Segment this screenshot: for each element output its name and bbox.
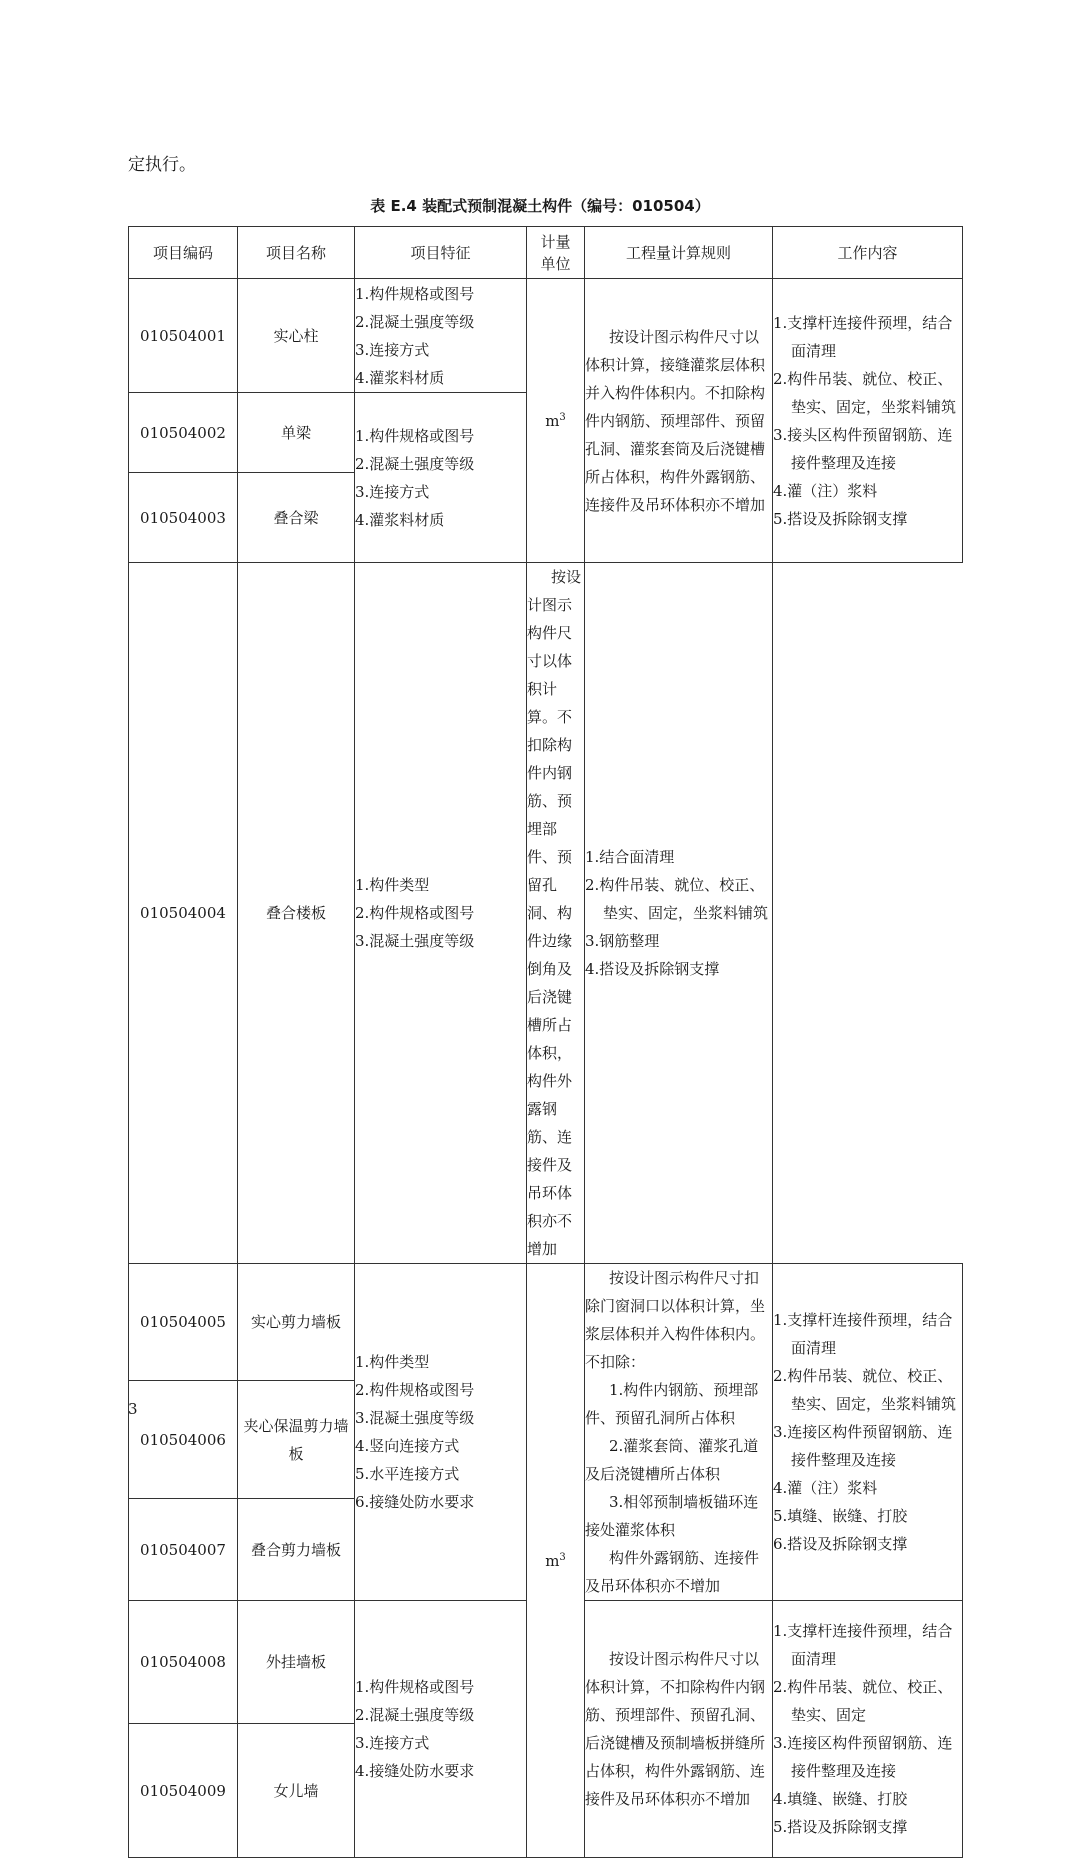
feature-line: 3.连接方式 bbox=[355, 1734, 430, 1752]
feature-line: 4.接缝处防水要求 bbox=[355, 1762, 475, 1780]
header-unit bbox=[527, 227, 585, 279]
item-features bbox=[355, 393, 527, 563]
header-rule: 工程量计算规则 bbox=[585, 227, 773, 279]
item-code: 010504007 bbox=[129, 1499, 238, 1601]
unit-base: m bbox=[545, 1551, 560, 1570]
header-unit-line2: 单位 bbox=[540, 254, 571, 273]
work-line: 4.搭设及拆除钢支撑 bbox=[585, 960, 720, 978]
work-line: 6.搭设及拆除钢支撑 bbox=[773, 1535, 908, 1553]
feature-line: 3.连接方式 bbox=[355, 340, 430, 359]
page-number: 3 bbox=[128, 1400, 138, 1418]
work-line: 1.支撑杆连接件预埋，结合面清理 bbox=[773, 1311, 953, 1357]
feature-line: 3.混凝土强度等级 bbox=[355, 1409, 475, 1427]
work-line: 3.接头区构件预留钢筋、连接件整理及连接 bbox=[773, 425, 953, 472]
item-code: 010504002 bbox=[129, 393, 238, 473]
feature-line: 3.混凝土强度等级 bbox=[355, 932, 475, 950]
item-code: 010504005 bbox=[129, 1264, 238, 1381]
feature-line: 2.混凝土强度等级 bbox=[355, 454, 475, 473]
rule-point: 构件外露钢筋、连接件及吊环体积亦不增加 bbox=[585, 1549, 760, 1595]
item-name: 叠合楼板 bbox=[238, 563, 355, 1264]
item-name: 实心柱 bbox=[238, 279, 355, 393]
work-line: 2.构件吊装、就位、校正、垫实、固定，坐浆料铺筑 bbox=[773, 369, 957, 416]
rule-point: 1.构件内钢筋、预埋部件、预留孔洞所占体积 bbox=[585, 1381, 759, 1427]
header-name: 项目名称 bbox=[238, 227, 355, 279]
rule-cell bbox=[585, 1601, 773, 1858]
work-line: 2.构件吊装、就位、校正、垫实、固定，坐浆料铺筑 bbox=[585, 876, 769, 922]
rule-cell bbox=[527, 563, 585, 1264]
unit-exponent: 3 bbox=[559, 411, 566, 423]
component-table bbox=[128, 226, 963, 1858]
rule-point: 3.相邻预制墙板锚环连接处灌浆体积 bbox=[585, 1493, 759, 1539]
feature-line: 1.构件规格或图号 bbox=[355, 1678, 475, 1696]
item-code: 010504009 bbox=[129, 1724, 238, 1858]
work-cell bbox=[773, 279, 963, 563]
work-cell bbox=[773, 1264, 963, 1601]
lead-text: 定执行。 bbox=[128, 155, 196, 175]
rule-point: 2.灌浆套筒、灌浆孔道及后浇键槽所占体积 bbox=[585, 1437, 759, 1483]
item-features bbox=[355, 279, 527, 393]
header-code: 项目编码 bbox=[129, 227, 238, 279]
feature-line: 5.水平连接方式 bbox=[355, 1465, 460, 1483]
table-row bbox=[129, 563, 963, 1264]
work-line: 1.支撑杆连接件预埋，结合面清理 bbox=[773, 1622, 953, 1668]
work-line: 3.连接区构件预留钢筋、连接件整理及连接 bbox=[773, 1734, 953, 1780]
item-code: 010504008 bbox=[129, 1601, 238, 1724]
item-name: 外挂墙板 bbox=[238, 1601, 355, 1724]
feature-line: 2.构件规格或图号 bbox=[355, 1381, 475, 1399]
feature-line: 1.构件规格或图号 bbox=[355, 426, 475, 445]
feature-line: 3.连接方式 bbox=[355, 482, 430, 501]
work-cell bbox=[585, 563, 773, 1264]
table-row bbox=[129, 279, 963, 393]
rule-intro: 按设计图示构件尺寸扣除门窗洞口以体积计算，坐浆层体积并入构件体积内。不扣除： bbox=[585, 1269, 766, 1371]
rule-cell bbox=[585, 1264, 773, 1601]
work-line: 1.支撑杆连接件预埋，结合面清理 bbox=[773, 313, 953, 360]
header-feature: 项目特征 bbox=[355, 227, 527, 279]
item-name: 女儿墙 bbox=[238, 1724, 355, 1858]
work-line: 3.钢筋整理 bbox=[585, 932, 660, 950]
item-name: 叠合梁 bbox=[238, 473, 355, 563]
feature-line: 4.竖向连接方式 bbox=[355, 1437, 460, 1455]
rule-text: 按设计图示构件尺寸以体积计算。不扣除构件内钢筋、预埋部件、预留孔洞、构件边缘倒角及后浇键槽所占体积，构件外露钢筋、连接件及吊环体积亦不增加 bbox=[527, 568, 582, 1258]
rule-text: 按设计图示构件尺寸以体积计算，接缝灌浆层体积并入构件体积内。不扣除构件内钢筋、预埋部件、预留孔洞、灌浆套筒及后浇键槽所占体积，构件外露钢筋、连接件及吊环体积亦不增加 bbox=[585, 327, 766, 514]
feature-line: 2.混凝土强度等级 bbox=[355, 1706, 475, 1724]
item-name: 叠合剪力墙板 bbox=[238, 1499, 355, 1601]
work-cell bbox=[773, 1601, 963, 1858]
feature-line: 2.构件规格或图号 bbox=[355, 904, 475, 922]
unit-cell bbox=[527, 279, 585, 563]
item-code: 010504001 bbox=[129, 279, 238, 393]
work-line: 3.连接区构件预留钢筋、连接件整理及连接 bbox=[773, 1423, 953, 1469]
item-code: 010504006 bbox=[129, 1381, 238, 1499]
header-row bbox=[129, 227, 963, 279]
unit-cell bbox=[527, 1264, 585, 1858]
rule-text: 按设计图示构件尺寸以体积计算，不扣除构件内钢筋、预埋部件、预留孔洞、后浇键槽及预制墙板拼缝所占体积，构件外露钢筋、连接件及吊环体积亦不增加 bbox=[585, 1650, 766, 1808]
item-name: 实心剪力墙板 bbox=[238, 1264, 355, 1381]
work-line: 4.灌（注）浆料 bbox=[773, 1479, 878, 1497]
table-caption: 表 E.4 装配式预制混凝土构件（编号：010504） bbox=[370, 197, 710, 215]
feature-line: 4.灌浆料材质 bbox=[355, 368, 445, 387]
work-line: 5.搭设及拆除钢支撑 bbox=[773, 509, 908, 528]
work-line: 5.搭设及拆除钢支撑 bbox=[773, 1818, 908, 1836]
item-code: 010504003 bbox=[129, 473, 238, 563]
work-line: 2.构件吊装、就位、校正、垫实、固定，坐浆料铺筑 bbox=[773, 1367, 957, 1413]
work-line: 5.填缝、嵌缝、打胶 bbox=[773, 1507, 908, 1525]
item-features bbox=[355, 1264, 527, 1601]
item-name: 夹心保温剪力墙板 bbox=[238, 1381, 355, 1499]
header-unit-line1: 计量 bbox=[540, 232, 571, 251]
work-line: 2.构件吊装、就位、校正、垫实、固定 bbox=[773, 1678, 953, 1724]
unit-base: m bbox=[545, 411, 560, 430]
work-line: 4.灌（注）浆料 bbox=[773, 481, 878, 500]
item-features bbox=[355, 1601, 527, 1858]
feature-line: 4.灌浆料材质 bbox=[355, 510, 445, 529]
unit-exponent: 3 bbox=[559, 1551, 566, 1563]
rule-cell bbox=[585, 279, 773, 563]
feature-line: 1.构件规格或图号 bbox=[355, 284, 475, 303]
table-row bbox=[129, 1264, 963, 1381]
feature-line: 1.构件类型 bbox=[355, 876, 430, 894]
header-work: 工作内容 bbox=[773, 227, 963, 279]
item-features bbox=[355, 563, 527, 1264]
feature-line: 6.接缝处防水要求 bbox=[355, 1493, 475, 1511]
work-line: 1.结合面清理 bbox=[585, 848, 675, 866]
item-code: 010504004 bbox=[129, 563, 238, 1264]
feature-line: 1.构件类型 bbox=[355, 1353, 430, 1371]
feature-line: 2.混凝土强度等级 bbox=[355, 312, 475, 331]
item-name: 单梁 bbox=[238, 393, 355, 473]
work-line: 4.填缝、嵌缝、打胶 bbox=[773, 1790, 908, 1808]
